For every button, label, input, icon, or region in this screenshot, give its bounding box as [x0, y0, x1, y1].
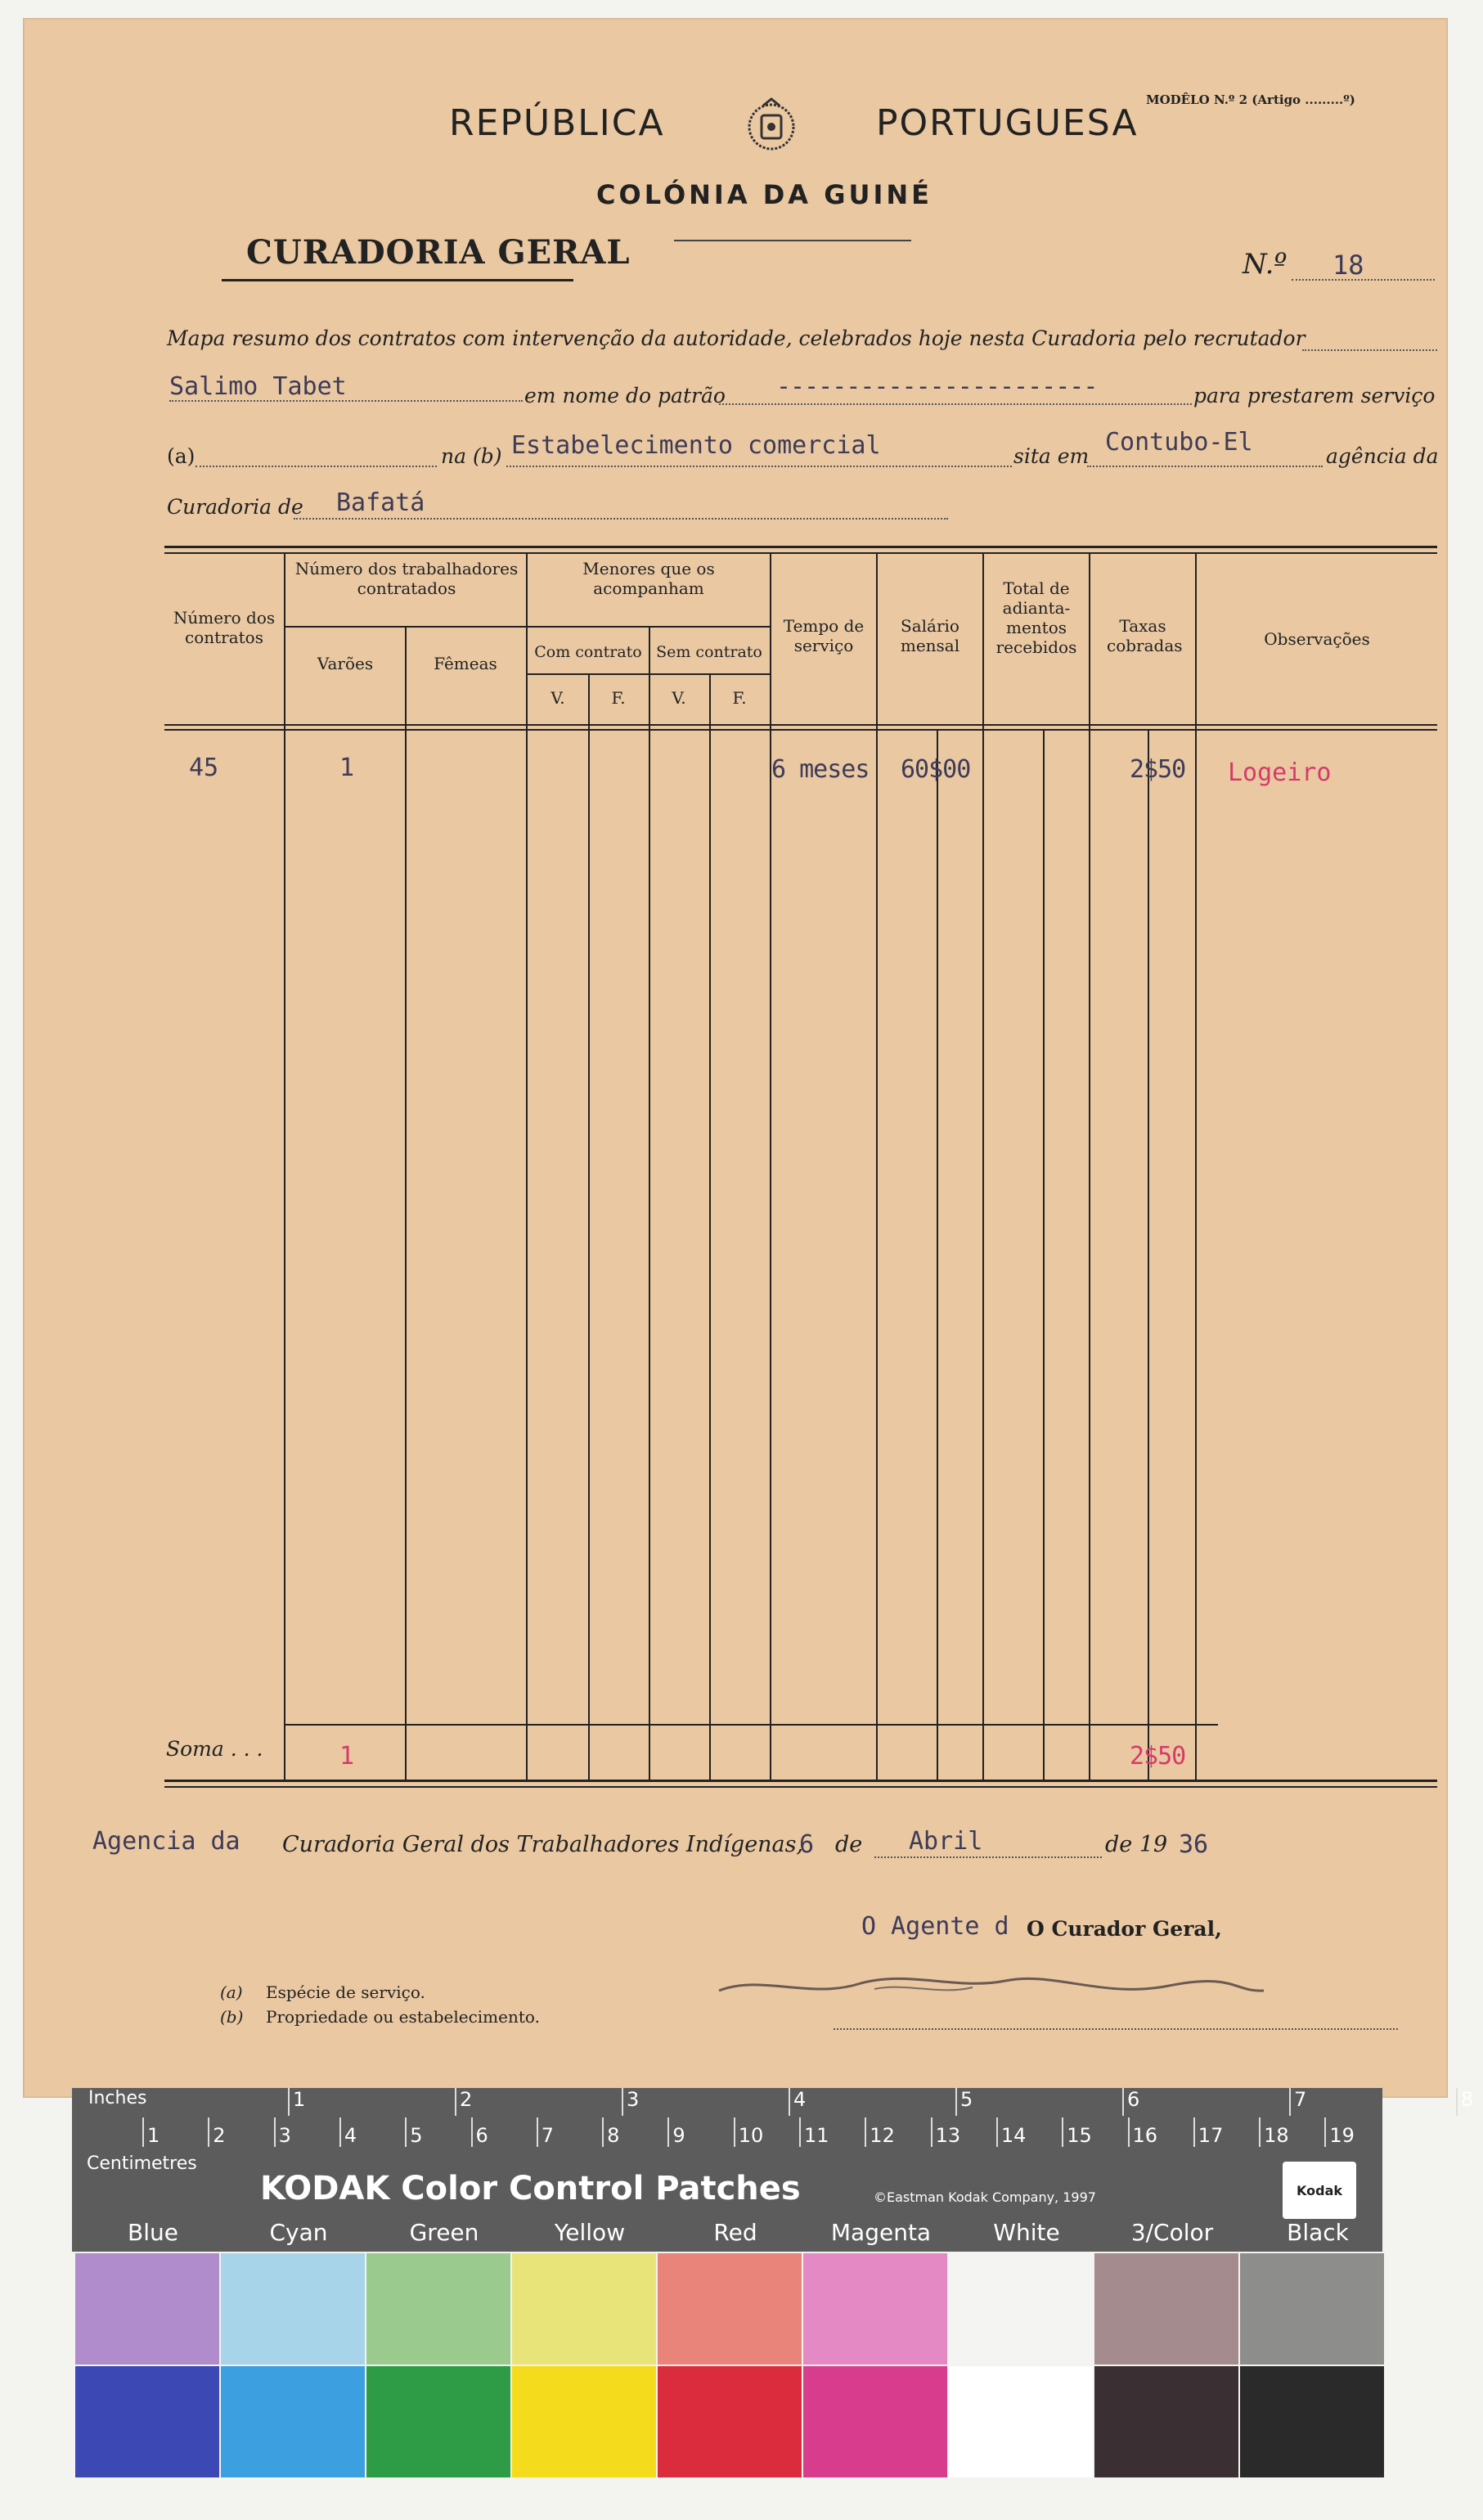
footer-curadoria-text: Curadoria Geral dos Trabalhadores Indígenas, — [282, 1832, 804, 1857]
cm-number: 19 — [1329, 2124, 1355, 2147]
patch-label: Cyan — [269, 2219, 328, 2246]
color-patch-top — [803, 2253, 947, 2365]
color-patch-top — [75, 2253, 219, 2365]
centimetres-label: Centimetres — [87, 2153, 197, 2174]
col-line-14 — [1195, 554, 1197, 1781]
color-patch-bottom — [221, 2366, 365, 2477]
cm-tick — [734, 2117, 735, 2147]
signature-dots — [834, 2028, 1398, 2030]
cm-number: 10 — [738, 2124, 764, 2147]
row-tempo: 6 meses — [771, 755, 870, 784]
header-tempo: Tempo de serviço — [783, 616, 865, 655]
row-varoes: 1 — [339, 754, 355, 782]
recrutador-line-dots — [169, 400, 523, 402]
inch-tick — [1122, 2088, 1124, 2116]
inch-number: 6 — [1127, 2088, 1140, 2111]
color-patch-top — [949, 2253, 1093, 2365]
cm-number: 13 — [935, 2124, 961, 2147]
form-sheet — [23, 18, 1448, 2098]
cm-tick — [537, 2117, 538, 2147]
note-a-key: (a) — [220, 1982, 243, 2002]
header-divider — [674, 240, 911, 241]
col-line-3 — [526, 554, 528, 1781]
footer-mes: Abril — [909, 1827, 983, 1856]
cm-number: 7 — [541, 2124, 555, 2147]
table-head-rule-1 — [164, 724, 1437, 726]
cm-number: 2 — [213, 2124, 226, 2147]
cm-tick — [602, 2117, 604, 2147]
note-b: Propriedade ou estabelecimento. — [266, 2007, 540, 2027]
cm-tick — [1062, 2117, 1063, 2147]
cm-tick — [931, 2117, 932, 2147]
trab-sub-rule — [285, 626, 528, 628]
cm-number: 14 — [1000, 2124, 1027, 2147]
cm-number: 8 — [607, 2124, 620, 2147]
table-bottom-rule-2 — [164, 1786, 1437, 1788]
cm-number: 15 — [1067, 2124, 1092, 2147]
color-patch-top — [1094, 2253, 1238, 2365]
cm-tick — [799, 2117, 801, 2147]
para-prestarem-label: para prestarem serviço — [1193, 384, 1436, 407]
inch-number: 2 — [460, 2088, 473, 2111]
cm-number: 4 — [344, 2124, 357, 2147]
local-value: Contubo-El — [1105, 428, 1253, 457]
footer-dia: 6 — [799, 1830, 815, 1859]
cm-number: 1 — [147, 2124, 160, 2147]
patch-label: Black — [1287, 2219, 1349, 2246]
cm-tick — [471, 2117, 473, 2147]
coat-of-arms-icon — [744, 97, 799, 155]
col-line-7 — [770, 554, 771, 1781]
cm-number: 6 — [475, 2124, 488, 2147]
inch-number: 7 — [1294, 2088, 1307, 2111]
soma-varoes: 1 — [339, 1742, 355, 1771]
cm-number: 16 — [1132, 2124, 1158, 2147]
inch-tick — [288, 2088, 290, 2116]
header-taxas: Taxas cobradas — [1107, 616, 1183, 655]
col-line-5 — [649, 628, 650, 1781]
color-patch-bottom — [658, 2366, 802, 2477]
numero-label: N.º — [1243, 248, 1288, 281]
numero-dots — [1292, 279, 1435, 281]
note-a: Espécie de serviço. — [266, 1982, 425, 2002]
header-femeas: Fêmeas — [434, 654, 497, 673]
col-line-1 — [284, 554, 285, 1781]
row-numero: 45 — [189, 754, 219, 782]
patch-label: Green — [409, 2219, 479, 2246]
color-patch-bottom — [512, 2366, 656, 2477]
footer-agencia: Agencia da — [92, 1827, 240, 1856]
header-salario: Salário mensal — [900, 616, 960, 655]
row-salario: 60$00 — [901, 755, 971, 784]
color-patch-bottom — [75, 2366, 219, 2477]
signature-icon — [711, 1966, 1267, 2007]
color-patch-bottom — [803, 2366, 947, 2477]
inch-tick — [622, 2088, 623, 2116]
cm-tick — [1128, 2117, 1130, 2147]
patrao-dots — [719, 403, 1192, 405]
col-line-13 — [1148, 731, 1149, 1781]
patch-label: Magenta — [830, 2219, 932, 2246]
inch-tick — [789, 2088, 790, 2116]
soma-rule — [284, 1724, 1218, 1726]
color-patch-top — [658, 2253, 802, 2365]
cm-tick — [339, 2117, 341, 2147]
color-patch-bottom — [949, 2366, 1093, 2477]
agencia-da-label: agência da — [1326, 444, 1439, 468]
col-line-12 — [1089, 554, 1090, 1781]
cm-number: 3 — [278, 2124, 291, 2147]
col-line-2 — [405, 628, 407, 1781]
table-top-rule-1 — [164, 546, 1437, 548]
cm-tick — [1193, 2117, 1195, 2147]
table-head-rule-2 — [164, 729, 1437, 731]
footer-de-1: de — [835, 1832, 863, 1857]
intro-line-1: Mapa resumo dos contratos com intervenção da autoridade, celebrados hoje nesta Curadoria pelo recrutador — [167, 326, 1305, 350]
cm-tick — [1259, 2117, 1261, 2147]
model-label: MODÊLO N.º 2 (Artigo .........º) — [1146, 92, 1355, 107]
estabelecimento-value: Estabelecimento comercial — [511, 431, 881, 460]
header-total: Total de adianta- mentos recebidos — [995, 578, 1077, 657]
cm-number: 9 — [672, 2124, 685, 2147]
header-menores: Menores que os acompanham — [582, 559, 715, 598]
color-patch-top — [512, 2253, 656, 2365]
header-sem-contrato: Sem contrato — [656, 643, 762, 661]
inch-number: 3 — [627, 2088, 640, 2111]
cm-number: 5 — [410, 2124, 423, 2147]
inches-label: Inches — [88, 2088, 147, 2108]
col-line-6 — [709, 675, 711, 1781]
recrutador-value: Salimo Tabet — [169, 372, 347, 401]
cm-number: 11 — [804, 2124, 829, 2147]
inch-number: 4 — [793, 2088, 807, 2111]
col-line-8 — [876, 554, 878, 1781]
inch-tick — [1289, 2088, 1291, 2116]
cm-tick — [996, 2117, 998, 2147]
header-numero: Número dos contratos — [173, 608, 276, 647]
table-top-rule-2 — [164, 552, 1437, 554]
header-com-contrato: Com contrato — [534, 643, 642, 661]
inch-tick — [455, 2088, 456, 2116]
patch-label: Blue — [128, 2219, 178, 2246]
header-varoes: Varões — [317, 654, 374, 673]
color-patch-top — [221, 2253, 365, 2365]
local-dots — [1087, 466, 1323, 467]
curadoria-local-value: Bafatá — [336, 488, 425, 517]
cm-tick — [1324, 2117, 1326, 2147]
footer-de-2: de 19 — [1105, 1832, 1168, 1857]
note-b-key: (b) — [220, 2007, 244, 2027]
na-b-label: na (b) — [441, 444, 502, 468]
col-line-11 — [1043, 731, 1045, 1781]
curadoria-underline — [222, 279, 573, 281]
curadoria-de-label: Curadoria de — [167, 495, 303, 519]
col-line-4 — [588, 675, 590, 1781]
soma-label: Soma . . . — [166, 1737, 263, 1761]
kodak-copyright: ©Eastman Kodak Company, 1997 — [874, 2189, 1096, 2205]
header-trabalhadores: Número dos trabalhadores contratados — [294, 559, 519, 598]
cm-number: 18 — [1264, 2124, 1289, 2147]
color-patch-top — [366, 2253, 510, 2365]
patch-label: 3/Color — [1130, 2219, 1214, 2246]
color-patch-top — [1240, 2253, 1384, 2365]
header-v1: V. — [551, 688, 565, 708]
sita-em-label: sita em — [1013, 444, 1090, 468]
colonia-title: COLÓNIA DA GUINÉ — [596, 179, 932, 210]
republica-title: REPÚBLICA — [449, 102, 665, 144]
patch-label: Red — [713, 2219, 757, 2246]
header-f2: F. — [732, 688, 747, 708]
portuguesa-title: PORTUGUESA — [876, 102, 1139, 144]
patrao-value: ----------------------- — [776, 372, 1098, 401]
cm-tick — [405, 2117, 407, 2147]
footer-agente: O Agente d — [861, 1912, 1009, 1941]
recrutador-dots — [1302, 349, 1437, 351]
header-observacoes: Observações — [1264, 629, 1370, 649]
kodak-logo-text: Kodak — [1297, 2182, 1342, 2198]
cm-number: 17 — [1198, 2124, 1224, 2147]
row-observacoes: Logeiro — [1228, 758, 1332, 787]
col-line-10 — [982, 554, 984, 1781]
inch-tick — [955, 2088, 957, 2116]
color-patch-bottom — [1094, 2366, 1238, 2477]
header-v2: V. — [672, 688, 686, 708]
cm-tick — [274, 2117, 276, 2147]
inch-tick — [1456, 2088, 1458, 2116]
header-f1: F. — [611, 688, 626, 708]
inch-number: 5 — [960, 2088, 973, 2111]
color-patch-bottom — [366, 2366, 510, 2477]
cm-tick — [865, 2117, 866, 2147]
kodak-logo — [1283, 2162, 1356, 2219]
kodak-title: KODAK Color Control Patches — [260, 2170, 801, 2207]
inch-number: 8 — [1461, 2088, 1474, 2111]
color-patch-bottom — [1240, 2366, 1384, 2477]
curadoria-de-dots — [294, 518, 948, 520]
patch-label: White — [993, 2219, 1060, 2246]
footer-date-dots — [874, 1856, 1102, 1858]
col-line-9 — [937, 731, 938, 1781]
cm-tick — [667, 2117, 669, 2147]
row-taxas: 2$50 — [1130, 755, 1186, 784]
cm-number: 12 — [870, 2124, 895, 2147]
patch-label: Yellow — [554, 2219, 626, 2246]
table-bottom-rule-1 — [164, 1780, 1437, 1782]
kodak-ruler — [72, 2088, 1474, 2252]
inch-number: 1 — [293, 2088, 306, 2111]
footer-curador: O Curador Geral, — [1027, 1917, 1222, 1941]
estabelecimento-dots — [506, 466, 1012, 467]
footer-ano: 36 — [1179, 1830, 1209, 1859]
cm-tick — [142, 2117, 144, 2147]
numero-value: 18 — [1332, 250, 1364, 281]
soma-taxas: 2$50 — [1130, 1742, 1186, 1771]
a-label: (a) — [167, 444, 195, 468]
curadoria-title: CURADORIA GERAL — [246, 233, 631, 272]
cm-tick — [208, 2117, 209, 2147]
a-dots — [195, 466, 437, 467]
em-nome-label: em nome do patrão — [524, 384, 726, 407]
